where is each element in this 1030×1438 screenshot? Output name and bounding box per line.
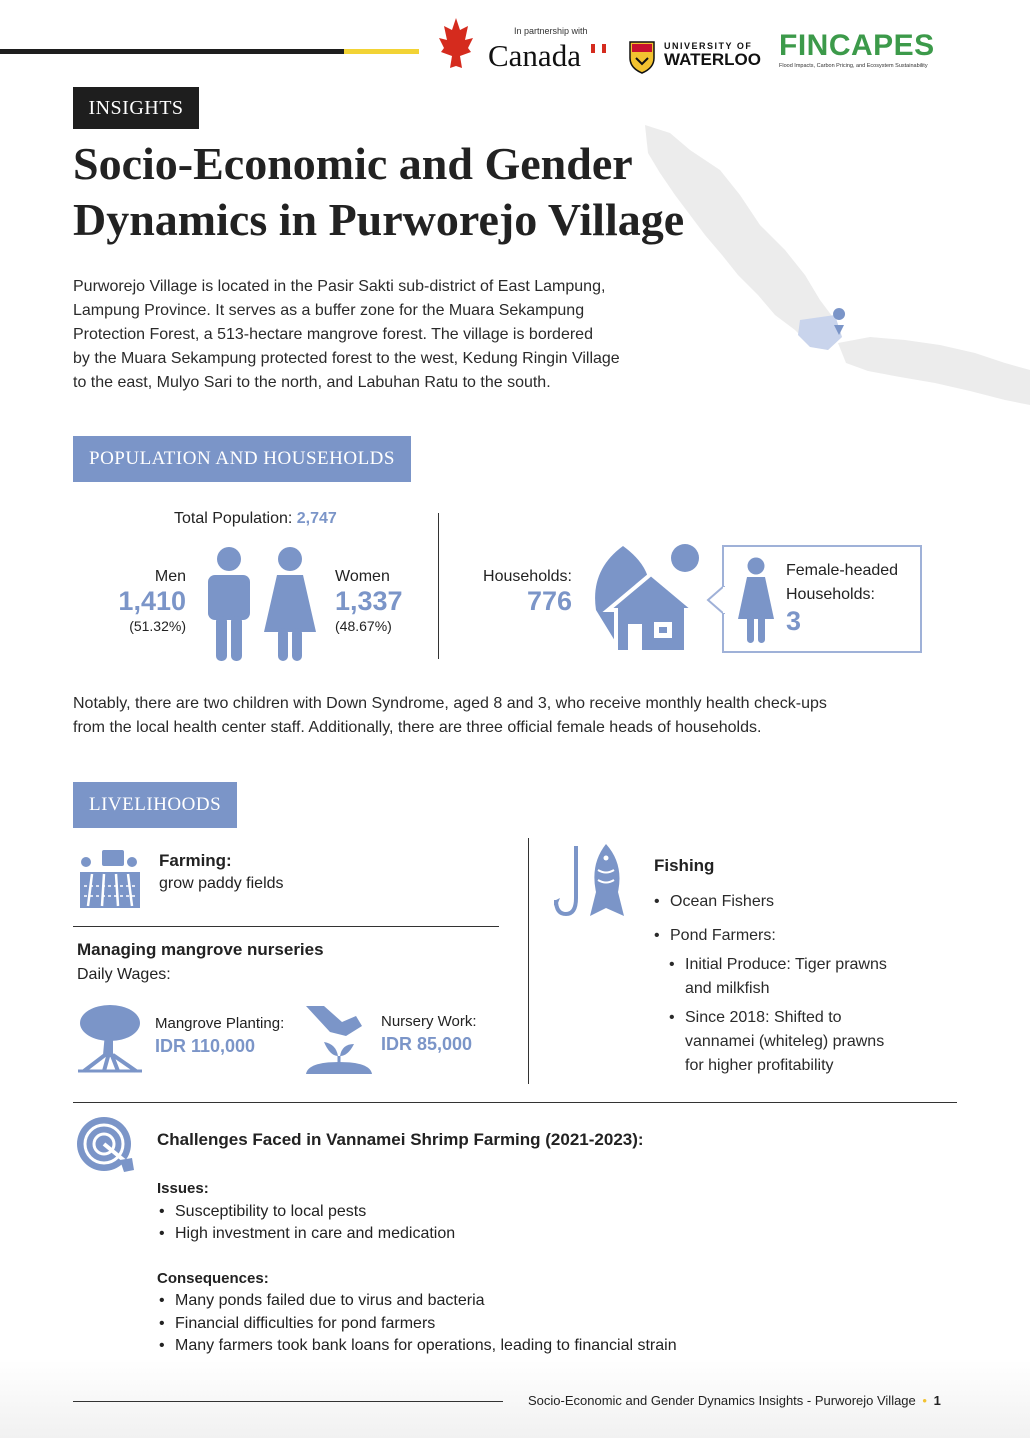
farming-desc: grow paddy fields [159,875,284,892]
footer-text: Socio-Economic and Gender Dynamics Insights - Purworejo Village [528,1393,916,1408]
insights-tag: INSIGHTS [73,87,199,129]
livelihoods-divider [528,838,529,1084]
waterloo-top-text: UNIVERSITY OF [664,41,753,51]
callout-pointer [706,586,726,614]
intro-line: Protection Forest, a 513-hectare mangrove forest. The village is bordered [73,326,593,343]
fincapes-tagline: Flood Impacts, Carbon Pricing, and Ecosystem Sustainability [779,63,928,69]
title-line-1: Socio-Economic and Gender [73,138,633,189]
households-stat [470,568,572,616]
fincapes-logo [779,30,954,74]
consequence-item: • Many ponds failed due to virus and bacteria [157,1290,677,1313]
men-value: 1,410 [118,586,186,616]
population-divider [438,513,439,659]
men-percent: (51.32%) [129,618,186,634]
footer [528,1393,941,1408]
man-icon [206,546,252,662]
notes-paragraph [73,692,827,740]
woman-icon [738,557,774,643]
top-rule-yellow [344,49,419,54]
total-population-value: 2,747 [296,510,337,527]
daily-wages-label: Daily Wages: [77,966,171,983]
total-population [174,510,337,528]
issue-item: • High investment in care and medication [157,1223,677,1246]
target-icon [74,1114,138,1178]
footer-separator-dot: • [922,1393,927,1408]
nursery-value: IDR 85,000 [381,1034,473,1054]
section-label-livelihoods: LIVELIHOODS [73,782,237,828]
mangrove-tree-icon [74,1003,146,1075]
waterloo-bottom-text: WATERLOO [664,50,761,69]
female-headed-text [786,559,898,635]
partner-caption: In partnership with [514,26,588,36]
title-line-2: Dynamics in Purworejo Village [73,194,685,245]
fishing-item-ocean: • Ocean Fishers [652,890,887,914]
total-population-label: Total Population: [174,510,293,527]
consequence-item: • Financial difficulties for pond farmers [157,1313,677,1336]
consequences-label: Consequences: [157,1269,269,1287]
fishing-subitem-since [667,1006,887,1078]
female-headed-callout [722,545,922,653]
men-stat [100,568,186,634]
issue-item: • Susceptibility to local pests [157,1201,677,1224]
farming-title: Farming: [159,851,232,870]
fishing-title: Fishing [654,856,715,875]
households-label: Households: [483,568,572,585]
farming-divider [73,926,499,927]
female-headed-label-2: Households: [786,586,875,603]
intro-line: by the Muara Sekampung protected forest to the west, Kedung Ringin Village [73,350,620,367]
planting-wage [155,1015,284,1057]
women-label: Women [335,568,390,585]
woman-icon [263,546,317,662]
intro-line: Purworejo Village is located in the Pasir Sakti sub-district of East Lampung, [73,278,606,295]
fishing-list [652,890,887,1078]
waterloo-crest-icon [628,40,656,74]
challenges-title: Challenges Faced in Vannamei Shrimp Farming (2021-2023): [157,1130,644,1149]
initial-line: and milkfish [685,980,770,997]
intro-paragraph [73,275,620,395]
page-number: 1 [933,1393,941,1408]
women-percent: (48.67%) [335,618,392,634]
fishing-subitem-initial [667,953,887,1001]
intro-line: Lampung Province. It serves as a buffer zone for the Muara Sekampung [73,302,585,319]
nursery-wage [381,1013,477,1055]
fishing-item-pond: • Pond Farmers: [652,924,887,948]
section-label-population: POPULATION AND HOUSEHOLDS [73,436,411,482]
initial-line: • Initial Produce: Tiger prawns [685,956,887,973]
mangrove-title: Managing mangrove nurseries [77,940,324,959]
challenges-body [157,1178,677,1358]
planting-value: IDR 110,000 [155,1036,256,1056]
intro-line: to the east, Mulyo Sari to the north, and Labuhan Ratu to the south. [73,374,551,391]
planting-label: Mangrove Planting: [155,1015,285,1032]
maple-leaf-icon [438,16,474,74]
farming-icon [78,848,142,910]
nursery-label: Nursery Work: [381,1013,477,1030]
notes-line: Notably, there are two children with Down Syndrome, aged 8 and 3, who receive monthly health check-ups [73,695,827,712]
house-icon [588,540,704,656]
since-line: for higher profitability [685,1057,834,1074]
women-stat [335,568,435,634]
households-value: 776 [526,586,572,616]
page-title [73,136,684,248]
female-headed-label-1: Female-headed [786,562,899,579]
notes-line: from the local health center staff. Additionally, there are three official female heads of households. [73,719,762,736]
canada-wordmark: Canada [488,38,581,73]
canada-logo [438,16,613,76]
challenges-divider [73,1102,957,1103]
seedling-hand-icon [302,1004,376,1076]
fincapes-wordmark: FINCAPES [779,29,935,62]
canada-flag-icon [591,44,606,53]
since-line: • Since 2018: Shifted to [685,1009,842,1026]
waterloo-logo [628,40,770,76]
footer-rule [73,1401,503,1402]
female-headed-value: 3 [786,606,802,636]
since-line: vannamei (whiteleg) prawns [685,1033,885,1050]
consequence-item: • Many farmers took bank loans for operations, leading to financial strain [157,1335,677,1358]
fishing-icon [554,842,624,918]
farming-block [159,851,284,893]
men-label: Men [154,568,186,585]
women-value: 1,337 [335,586,403,616]
top-rule-dark [0,49,344,54]
issues-label: Issues: [157,1180,209,1197]
